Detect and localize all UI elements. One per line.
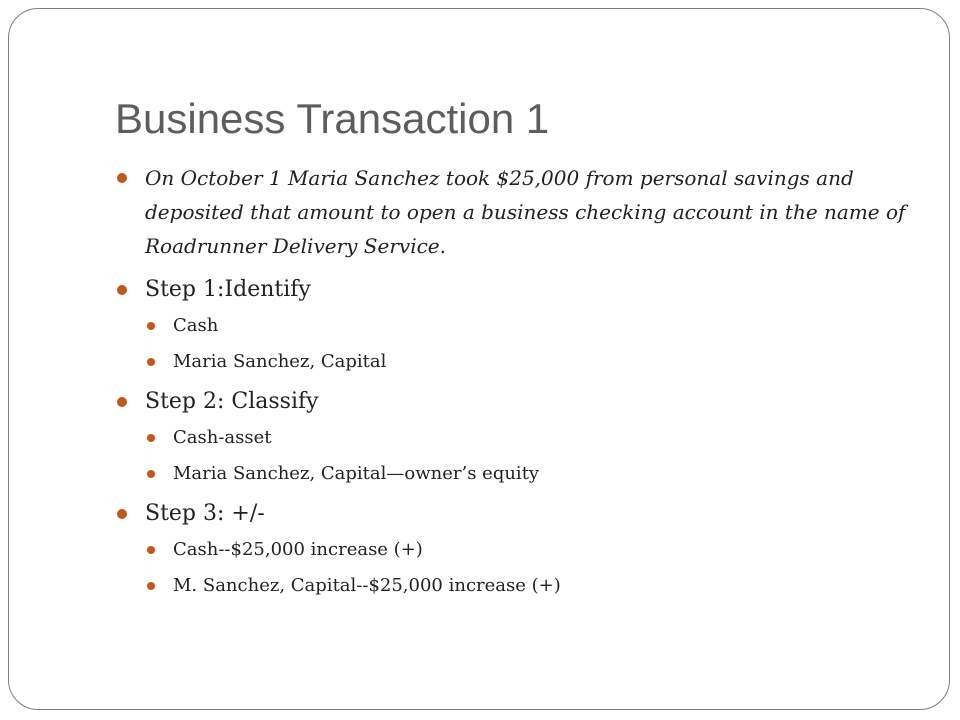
bullet-icon [147,322,155,330]
bullet-text: Step 1:Identify [145,277,311,302]
bullet-icon [147,582,155,590]
bullet-text: Step 3: +/- [145,501,265,526]
sub-bullet-capital [115,349,915,375]
sub-bullet-capital-equity [115,461,915,487]
sub-bullet-cash-increase [115,537,915,563]
bullet-text: Cash--$25,000 increase (+) [173,539,423,560]
bullet-transaction-description [115,161,915,263]
bullet-step-1 [115,273,915,307]
slide-body [115,161,915,609]
bullet-text: Maria Sanchez, Capital—owner’s equity [173,463,540,484]
bullet-text: Cash [173,315,219,336]
bullet-text: Cash-asset [173,427,272,448]
sub-bullet-capital-increase [115,573,915,599]
bullet-icon [147,358,155,366]
bullet-list [115,161,915,599]
bullet-icon [147,434,155,442]
bullet-icon [117,509,127,519]
bullet-icon [117,397,127,407]
sub-bullet-cash [115,313,915,339]
bullet-step-2 [115,385,915,419]
bullet-text: M. Sanchez, Capital--$25,000 increase (+) [173,575,561,596]
slide-title: Business Transaction 1 [115,95,550,142]
bullet-icon [147,470,155,478]
bullet-icon [147,546,155,554]
bullet-text: Maria Sanchez, Capital [173,351,387,372]
bullet-icon [117,285,127,295]
bullet-text: On October 1 Maria Sanchez took $25,000 from personal savings and deposited that amount to open a business checking account in the name of Roadrunner Delivery Service. [145,166,906,258]
sub-bullet-cash-asset [115,425,915,451]
bullet-step-3 [115,497,915,531]
slide-frame [8,8,950,710]
bullet-icon [117,173,127,183]
bullet-text: Step 2: Classify [145,389,319,414]
